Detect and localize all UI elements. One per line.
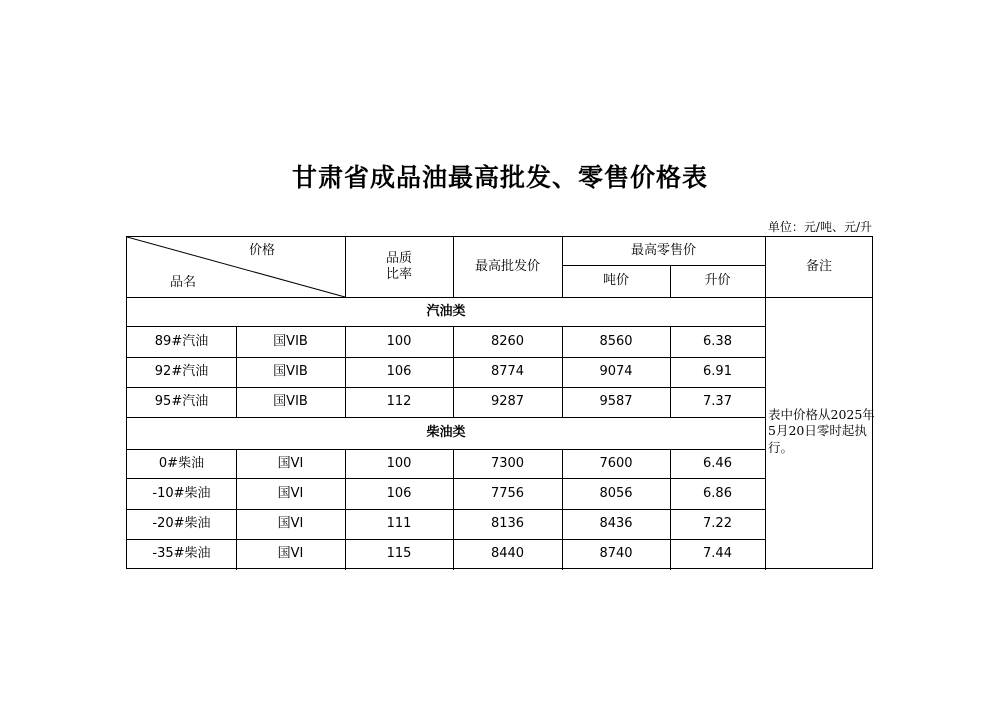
header-per-ton: 吨价: [602, 273, 629, 289]
ratio-cell: 106: [386, 485, 412, 501]
price-table: [126, 236, 873, 569]
header-per-liter: 升价: [704, 273, 731, 289]
standard-cell: 国VIB: [273, 333, 308, 349]
product-name-cell: -35#柴油: [152, 546, 211, 562]
retail-ton-cell: 9074: [599, 364, 633, 380]
wholesale-cell: 7300: [490, 455, 525, 471]
product-name-cell: 92#汽油: [154, 364, 209, 380]
standard-cell: 国VI: [277, 455, 304, 471]
standard-cell: 国VIB: [273, 364, 308, 380]
unit-note: 单位：元/吨、元/升: [767, 220, 872, 234]
product-name-cell: 0#柴油: [158, 455, 205, 471]
ratio-cell: 111: [386, 516, 412, 532]
product-name-cell: 95#汽油: [154, 394, 209, 410]
retail-liter-cell: 6.38: [703, 333, 732, 349]
retail-ton-cell: 8560: [599, 333, 633, 349]
product-name-cell: 89#汽油: [154, 333, 209, 349]
category-gasoline: 汽油类: [426, 303, 466, 319]
wholesale-cell: 8774: [490, 364, 525, 380]
retail-liter-cell: 6.86: [703, 485, 732, 501]
retail-liter-cell: 7.44: [703, 546, 732, 562]
retail-liter-cell: 6.91: [703, 364, 732, 380]
page-title: 甘肃省成品油最高批发、零售价格表: [291, 163, 708, 192]
wholesale-cell: 8136: [490, 516, 525, 532]
retail-ton-cell: 9587: [599, 394, 633, 410]
ratio-cell: 112: [386, 394, 412, 410]
remarks-header-line: [765, 297, 873, 298]
ratio-cell: 100: [386, 455, 412, 471]
ratio-cell: 106: [386, 364, 412, 380]
product-name-cell: -10#柴油: [152, 485, 211, 501]
remark-text: 表中价格从2025年5月20日零时起执行。: [768, 407, 875, 455]
header-quality-ratio: 品质 比率: [385, 251, 412, 282]
wholesale-cell: 8440: [490, 546, 525, 562]
header-max-retail: 最高零售价: [630, 243, 696, 259]
header-product-name: 品名: [169, 275, 196, 291]
retail-ton-cell: 7600: [599, 455, 633, 471]
retail-ton-cell: 8740: [599, 546, 633, 562]
standard-cell: 国VI: [277, 516, 304, 532]
standard-cell: 国VIB: [273, 394, 308, 410]
header-diagonal: [127, 237, 345, 298]
standard-cell: 国VI: [277, 546, 304, 562]
header-max-wholesale: 最高批发价: [474, 259, 540, 275]
wholesale-cell: 8260: [490, 333, 525, 349]
ratio-cell: 100: [386, 333, 412, 349]
retail-ton-cell: 8056: [599, 485, 633, 501]
standard-cell: 国VI: [277, 485, 304, 501]
wholesale-cell: 9287: [490, 394, 525, 410]
retail-liter-cell: 7.37: [703, 394, 732, 410]
header-remarks: 备注: [805, 259, 832, 275]
header-price: 价格: [248, 243, 275, 259]
product-name-cell: -20#柴油: [152, 516, 211, 532]
retail-ton-cell: 8436: [599, 516, 633, 532]
retail-liter-cell: 6.46: [703, 455, 732, 471]
retail-liter-cell: 7.22: [703, 516, 732, 532]
ratio-cell: 115: [386, 546, 412, 562]
wholesale-cell: 7756: [490, 485, 525, 501]
category-diesel: 柴油类: [426, 425, 466, 441]
